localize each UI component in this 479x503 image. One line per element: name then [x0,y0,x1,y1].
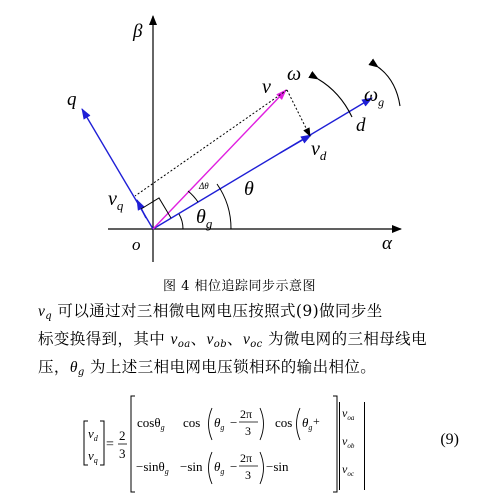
figure-caption: 图 4 相位追踪同步示意图 [162,279,317,294]
vd-label: $v_d$ [311,138,327,163]
v-label: v [262,76,271,98]
lhs-vd: $v_d$ [88,426,98,443]
rhs-voa: $v_{oa}$ [342,406,355,422]
equals-sign: = [106,437,114,452]
projection-to-q [135,90,287,196]
r2c2-theta: $\theta_g$ [214,459,225,476]
paragraph-line-1: $v_q$ 可以通过对三相微电网电压按照式(9)做同步坐 [38,302,383,322]
r1c1: cosθ$_g$ [137,415,165,432]
omega-label: ω [287,63,302,85]
rhs-voc: $v_{oc}$ [342,462,354,478]
paragraph-line-3: 压，$\theta_g$ 为上述三相电网电压锁相环的输出相位。 [38,358,377,378]
theta-g-arc [179,214,183,229]
origin-label: o [132,235,141,254]
coef-den: 3 [119,446,126,461]
omega-g-label: $\omega_g$ [364,84,385,109]
lhs-vq: $v_q$ [88,448,98,465]
voltage-vector-v [153,90,286,229]
theta-arc [217,184,231,229]
coef-num: 2 [119,428,126,443]
beta-label: β [133,21,143,42]
r2c2-minus: − [230,459,238,474]
alpha-label: α [382,233,392,254]
theta-label: θ [244,178,254,200]
paragraph-line-2: 标变换得到，其中 $v_{oa}$、$v_{ob}$、$v_{oc}$ 为微电网的三相母线电 [38,330,427,350]
r2c3-sin: −sin [266,459,289,474]
r2c2-den: 3 [245,468,251,482]
r2c2-sin: −sin [180,459,203,474]
r1c2-minus: − [230,415,238,430]
delta-theta-label: Δθ [199,181,209,191]
lhs-right-bracket [100,421,104,465]
r2c2-lparen [209,452,213,484]
matrix-right-bracket [333,396,337,492]
r1c3-cos: cos [275,415,293,430]
vq-label: $v_q$ [108,188,124,213]
r1c2-num: 2π [240,407,253,421]
vd-vector [280,135,311,153]
omega-rotation-arrow [318,79,352,117]
rhs-vob: $v_{ob}$ [342,434,355,450]
equation-number: (9) [440,431,459,448]
r1c2-theta: $\theta_g$ [214,415,225,432]
r1c3-theta: $\theta_g$ [302,415,313,432]
d-axis-label: d [356,115,366,136]
q-axis-label: q [67,89,77,110]
rhs-vector [339,402,365,490]
lhs-left-bracket [84,421,88,465]
r1c3-lparen [297,408,301,440]
r1c2-den: 3 [245,424,251,438]
delta-theta-arc [188,191,198,202]
r1c2-rparen [260,408,264,440]
projection-to-d [287,90,310,136]
r1c2-cos: cos [183,415,201,430]
r1c2-lparen [209,408,213,440]
theta-g-label: $\theta_g$ [196,206,213,231]
r2c2-rparen [260,452,264,484]
r2c2-num: 2π [240,451,253,465]
r2c1: −sinθ$_g$ [136,459,169,476]
r1c3-plus-sign: + [313,414,320,428]
matrix-left-bracket [131,396,135,492]
d-axis [153,98,372,229]
